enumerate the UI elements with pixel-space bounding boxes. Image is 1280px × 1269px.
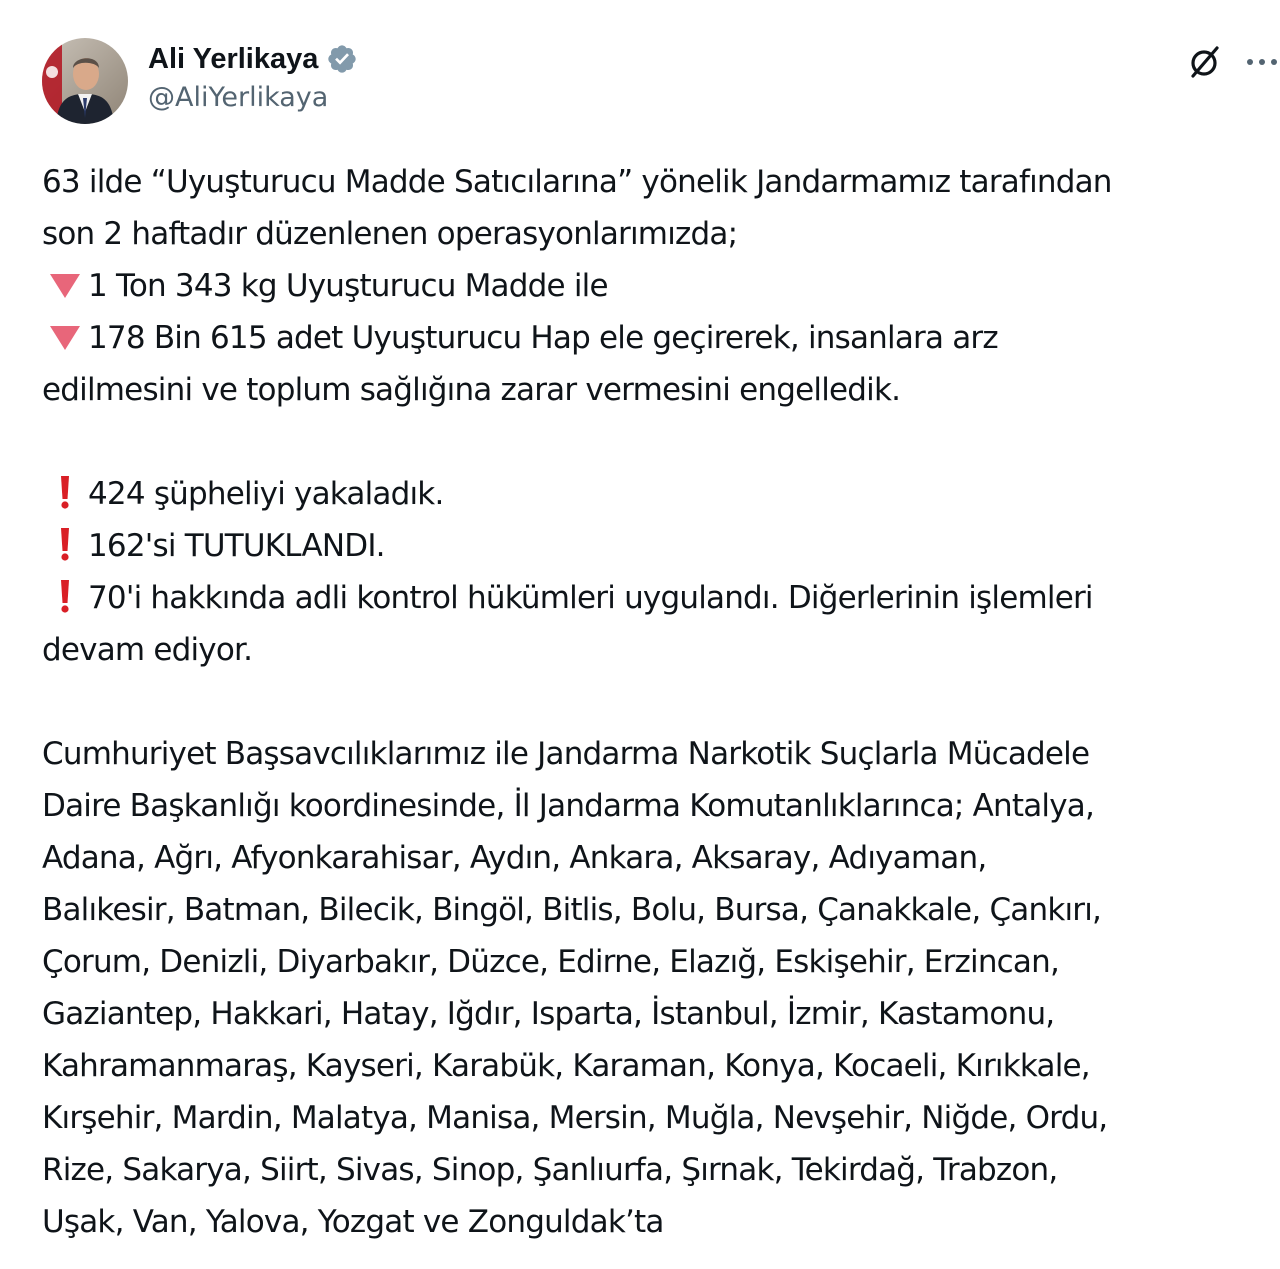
tweet-text bbox=[42, 156, 1280, 1248]
exclamation-item bbox=[42, 468, 1280, 520]
red-exclamation-icon bbox=[48, 526, 82, 562]
author-block bbox=[148, 40, 358, 113]
paragraph-line: Gaziantep, Hakkari, Hatay, Iğdır, Isparta, İstanbul, İzmir, Kastamonu, bbox=[42, 996, 1055, 1032]
exclamation-text: 162'si TUTUKLANDI. bbox=[88, 528, 385, 564]
paragraph-line: Çorum, Denizli, Diyarbakır, Düzce, Edirne, Elazığ, Eskişehir, Erzincan, bbox=[42, 944, 1060, 980]
grok-slash-circle-icon[interactable] bbox=[1184, 42, 1224, 82]
tweet-line: devam ediyor. bbox=[42, 632, 253, 668]
paragraph-line: Uşak, Van, Yalova, Yozgat ve Zonguldak’ta bbox=[42, 1204, 664, 1240]
paragraph-line: Rize, Sakarya, Siirt, Sivas, Sinop, Şanlıurfa, Şırnak, Tekirdağ, Trabzon, bbox=[42, 1152, 1058, 1188]
spacer bbox=[42, 676, 1280, 728]
exclamation-text: 424 şüpheliyi yakaladık. bbox=[88, 476, 444, 512]
exclamation-item bbox=[42, 520, 1280, 572]
name-row bbox=[148, 40, 358, 78]
tweet-line: son 2 haftadır düzenlenen operasyonlarımızda; bbox=[42, 216, 738, 252]
avatar-image bbox=[42, 38, 128, 124]
exclamation-text: 70'i hakkında adli kontrol hükümleri uygulandı. Diğerlerinin işlemleri bbox=[88, 580, 1093, 616]
paragraph-line: Adana, Ağrı, Afyonkarahisar, Aydın, Ankara, Aksaray, Adıyaman, bbox=[42, 840, 987, 876]
avatar[interactable] bbox=[42, 38, 128, 124]
paragraph-line: Kırşehir, Mardin, Malatya, Manisa, Mersin, Muğla, Nevşehir, Niğde, Ordu, bbox=[42, 1100, 1108, 1136]
exclamation-item bbox=[42, 572, 1280, 624]
tweet-header bbox=[40, 38, 1280, 128]
bullet-text: 1 Ton 343 kg Uyuşturucu Madde ile bbox=[88, 268, 608, 304]
red-exclamation-icon bbox=[48, 474, 82, 510]
verified-check-icon bbox=[326, 43, 358, 75]
paragraph-line: Kahramanmaraş, Kayseri, Karabük, Karaman, Konya, Kocaeli, Kırıkkale, bbox=[42, 1048, 1090, 1084]
bullet-item bbox=[42, 260, 1280, 312]
bullet-item bbox=[42, 312, 1280, 364]
red-triangle-down-icon bbox=[48, 270, 82, 300]
paragraph-line: Balıkesir, Batman, Bilecik, Bingöl, Bitlis, Bolu, Bursa, Çanakkale, Çankırı, bbox=[42, 892, 1102, 928]
author-handle[interactable]: @AliYerlikaya bbox=[148, 82, 329, 113]
tweet-line: edilmesini ve toplum sağlığına zarar vermesini engelledik. bbox=[42, 372, 901, 408]
more-dots-icon[interactable] bbox=[1242, 42, 1280, 82]
red-triangle-down-icon bbox=[48, 322, 82, 352]
red-exclamation-icon bbox=[48, 578, 82, 614]
tweet-line: 63 ilde “Uyuşturucu Madde Satıcılarına” yönelik Jandarmamız tarafından bbox=[42, 164, 1112, 200]
bullet-text: 178 Bin 615 adet Uyuşturucu Hap ele geçirerek, insanlara arz bbox=[88, 320, 998, 356]
paragraph-line: Daire Başkanlığı koordinesinde, İl Jandarma Komutanlıklarınca; Antalya, bbox=[42, 788, 1095, 824]
display-name[interactable]: Ali Yerlikaya bbox=[148, 42, 319, 75]
spacer bbox=[42, 416, 1280, 468]
paragraph-line: Cumhuriyet Başsavcılıklarımız ile Jandarma Narkotik Suçlarla Mücadele bbox=[42, 736, 1090, 772]
